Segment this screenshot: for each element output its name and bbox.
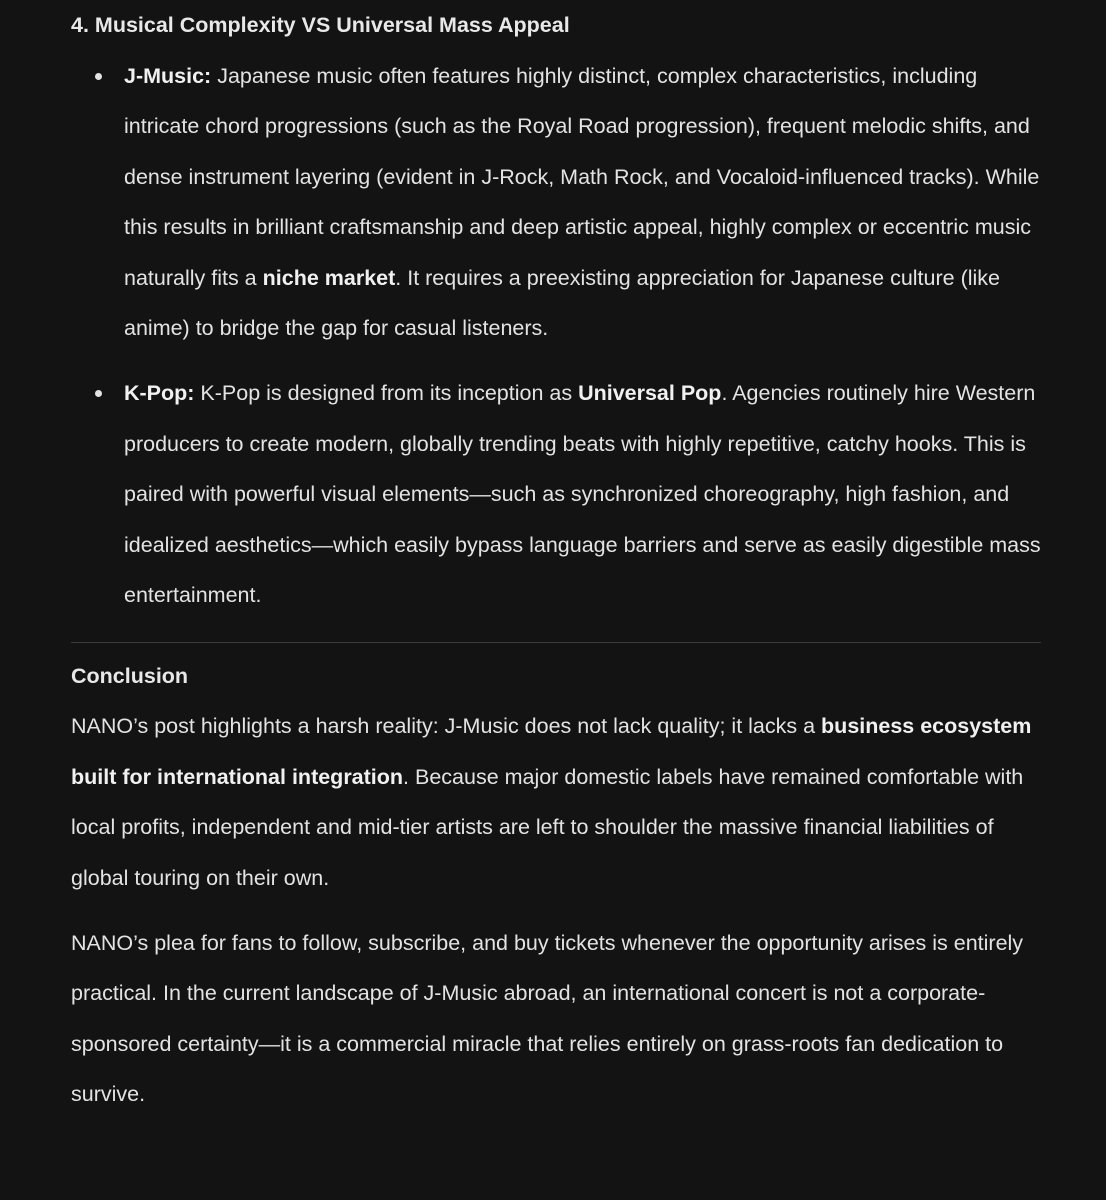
- bold-phrase: Universal Pop: [578, 381, 722, 405]
- bold-phrase: business ecosystem built for international integration: [71, 714, 1032, 789]
- bullet-label: K-Pop:: [124, 381, 195, 405]
- bullet-text: . It requires a preexisting appreciation for Japanese culture (like anime) to bridge the gap for casual listeners.: [124, 265, 1000, 340]
- divider: [71, 642, 1041, 643]
- section-heading: 4. Musical Complexity VS Universal Mass Appeal: [71, 13, 570, 37]
- bullet-text: Japanese music often features highly distinct, complex characteristics, including intricate chord progressions (such as the Royal Road progression), frequent melodic shifts, and dense instrument layering (evident in J-Rock, Math Rock, and Vocaloid-influenced tracks). While this results in brilliant craftsmanship and deep artistic appeal, highly complex or eccentric music naturally fits a: [124, 63, 1040, 290]
- response-content: [71, 0, 1051, 1120]
- paragraph-text: NANO’s post highlights a harsh reality: J-Music does not lack quality; it lacks a: [71, 714, 822, 738]
- paragraph-text: . Because major domestic labels have remained comfortable with local profits, independent and mid-tier artists are left to shoulder the massive financial liabilities of global touring on their own.: [71, 764, 1024, 890]
- conclusion-paragraph: [71, 701, 1051, 903]
- list-item-k-pop: [124, 368, 1051, 621]
- bullet-text: K-Pop is designed from its inception as: [194, 381, 579, 405]
- bold-phrase: niche market: [262, 265, 396, 290]
- conclusion-heading: Conclusion: [71, 663, 189, 688]
- list-item-j-music: [124, 51, 1051, 354]
- conclusion-paragraph: NANO’s plea for fans to follow, subscribe, and buy tickets whenever the opportunity arises is entirely practical. In the current landscape of J-Music abroad, an international concert is not a corporate-sponsored certainty—it is a commercial miracle that relies entirely on grass-roots fan dedication to survive.: [71, 930, 1024, 1106]
- bullet-list: [71, 51, 1051, 621]
- bullet-text: . Agencies routinely hire Western producers to create modern, globally trending beats with highly repetitive, catchy hooks. This is paired with powerful visual elements—such as synchronized choreography, high fashion, and idealized aesthetics—which easily bypass language barriers and serve as easily digestible mass entertainment.: [124, 381, 1041, 607]
- bullet-label: J-Music:: [124, 63, 212, 88]
